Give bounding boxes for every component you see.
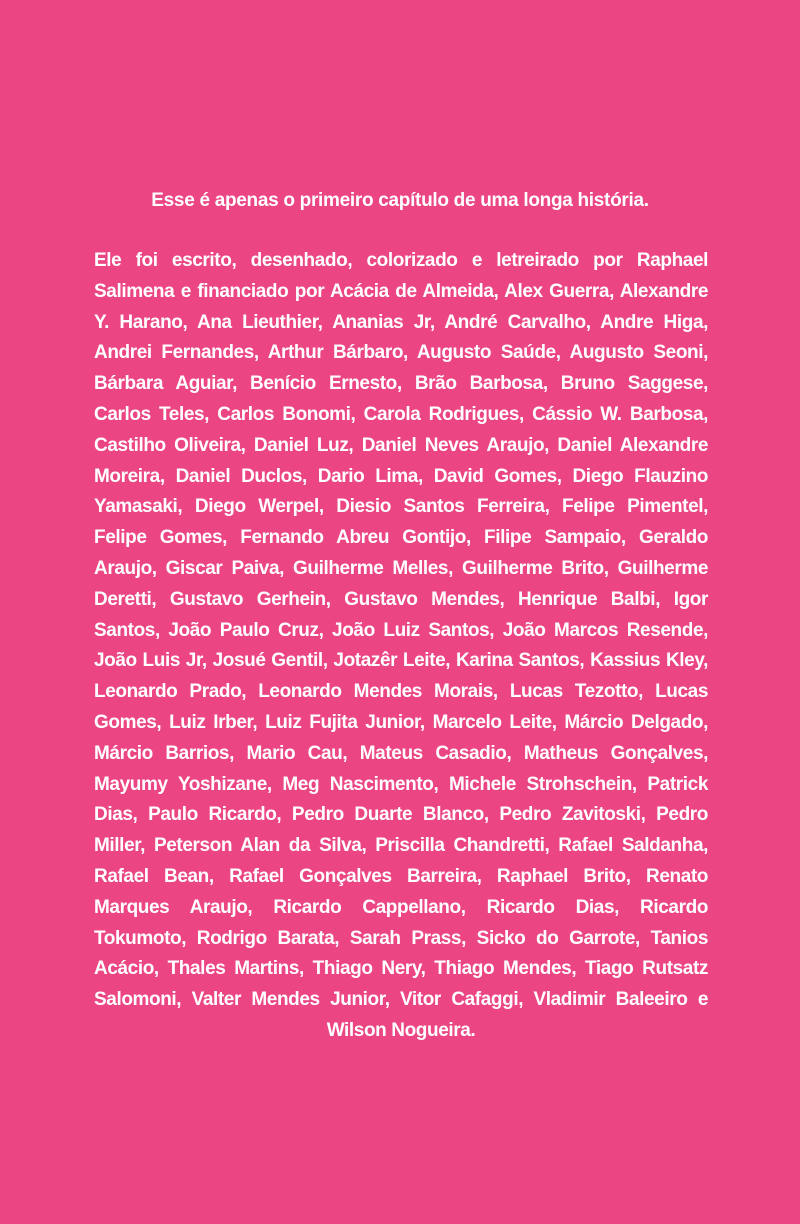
credits-text: Ele foi escrito, desenhado, colorizado e letreirado por Raphael Salimena e financiado por Acácia de Almeida, Alex Guerra, Alexandre Y. Harano, Ana Lieuthier, Ananias Jr, André Carvalho, Andre Higa, Andrei Fernandes, Arthur Bárbaro, Augusto Saúde, Augusto Seoni, Bárbara Aguiar, Benício Ernesto, Brão Barbosa, Bruno Saggese, Carlos Teles, Carlos Bonomi, Carola Rodrigues, Cássio W. Barbosa, Castilho Oliveira, Daniel Luz, Daniel Neves Araujo, Daniel Alexandre Moreira, Daniel Duclos, Dario Lima, David Gomes, Diego Flauzino Yamasaki, Diego Werpel, Diesio Santos Ferreira, Felipe Pimentel, Felipe Gomes, Fernando Abreu Gontijo, Filipe Sampaio, Geraldo Araujo, Giscar Paiva, Guilherme Melles, Guilherme Brito, Guilherme Deretti, Gustavo Gerhein, Gustavo Mendes, Henrique Balbi, Igor Santos, João Paulo Cruz, João Luiz Santos, João Marcos Resende, João Luis Jr, Josué Gentil, Jotazêr Leite, Karina Santos, Kassius Kley, Leonardo Prado, Leonardo Mendes Morais, Lucas Tezotto, Lucas Gomes, Luiz Irber, Luiz Fujita Junior, Marcelo Leite, Márcio Delgado, Márcio Barrios, Mario Cau, Mateus Casadio, Matheus Gonçalves, Mayumy Yoshizane, Meg Nascimento, Michele Strohschein, Patrick Dias, Paulo Ricardo, Pedro Duarte Blanco, Pedro Zavitoski, Pedro Miller, Peterson Alan da Silva, Priscilla Chandretti, Rafael Saldanha, Rafael Bean, Rafael Gonçalves Barreira, Raphael Brito, Renato Marques Araujo, Ricardo Cappellano, Ricardo Dias, Ricardo Tokumoto, Rodrigo Barata, Sarah Prass, Sicko do Garrote, Tanios Acácio, Thales Martins, Thiago Nery, Thiago Mendes, Tiago Rutsatz Salomoni, Valter Mendes Junior, Vitor Cafaggi, Vladimir Baleeiro e Wilson Nogueira. [94,250,708,1041]
intro-text: Esse é apenas o primeiro capítulo de uma longa história. [151,190,649,211]
